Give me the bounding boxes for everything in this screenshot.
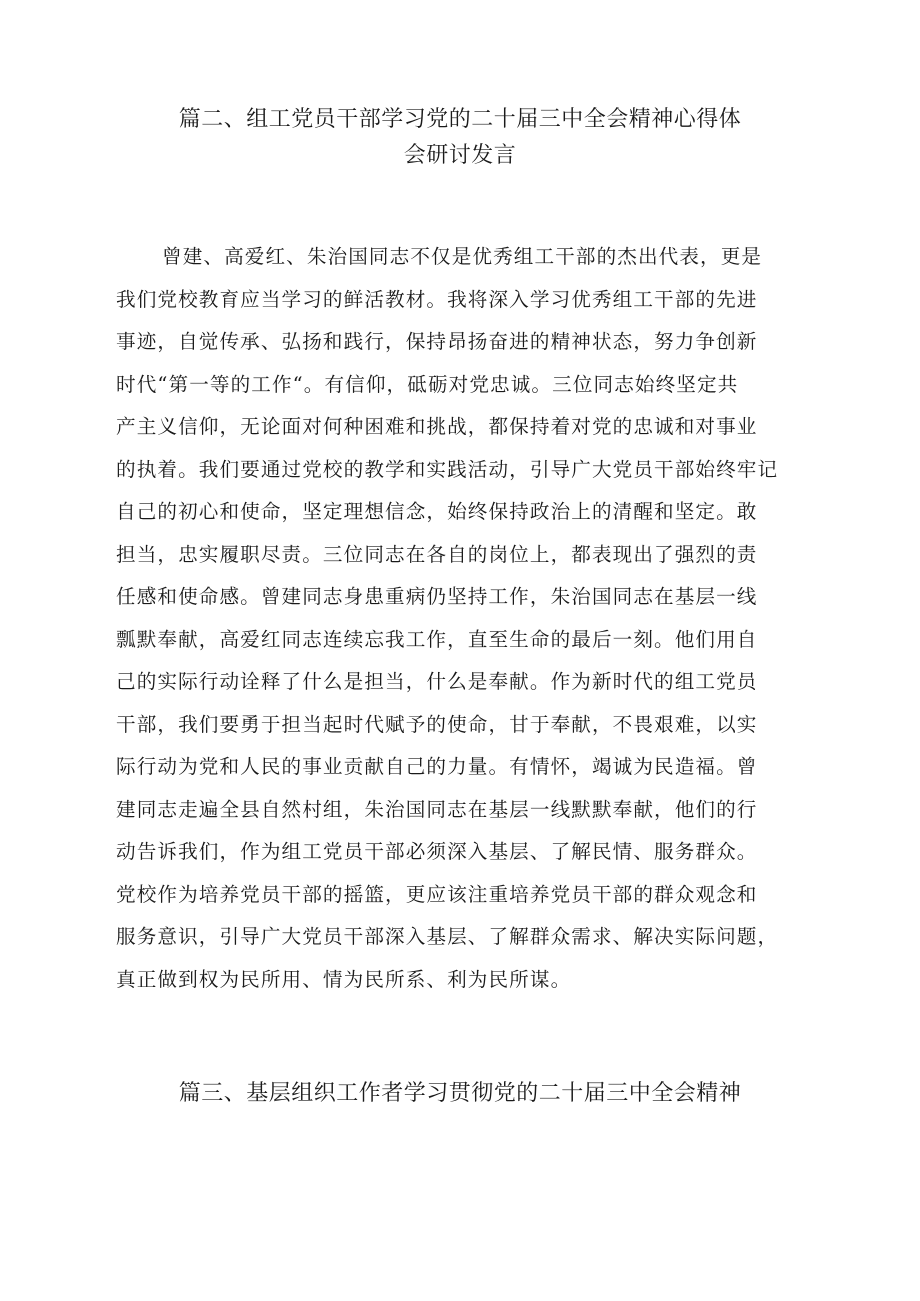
body-line: 任感和使命感。曾建同志身患重病仍坚持工作，朱治国同志在基层一线 — [116, 585, 758, 608]
section-two-title-line-2: 会研讨发言 — [403, 143, 517, 168]
body-line: 事迹，自觉传承、弘扬和践行，保持昂扬奋进的精神状态，努力争创新 — [116, 330, 758, 353]
body-line: 我们党校教育应当学习的鲜活教材。我将深入学习优秀组工干部的先进 — [116, 287, 758, 311]
body-line: 担当，忠实履职尽责。三位同志在各自的岗位上，都表现出了强烈的责 — [116, 542, 758, 566]
section-two-body — [116, 236, 836, 1001]
section-two-title — [110, 102, 810, 174]
body-line: 产主义信仰，无论面对何种困难和挑战，都保持着对党的忠诚和对事业 — [116, 415, 758, 438]
body-line: 党校作为培养党员干部的摇篮，更应该注重培养党员干部的群众观念和 — [116, 882, 758, 906]
body-line: 曾建、高爱红、朱治国同志不仅是优秀组工干部的杰出代表，更是 — [162, 245, 763, 268]
body-line: 干部，我们要勇于担当起时代赋予的使命，甘于奉献，不畏艰难，以实 — [116, 712, 758, 736]
body-line: 瓢默奉献，高爱红同志连续忘我工作，直至生命的最后一刻。他们用自 — [116, 627, 758, 651]
body-line: 际行动为党和人民的事业贡献自己的力量。有情怀，竭诚为民造福。曾 — [116, 755, 758, 778]
body-line: 自己的初心和使命，坚定理想信念，始终保持政治上的清醒和坚定。敢 — [116, 500, 758, 523]
section-two-title-line-1: 篇二、组工党员干部学习党的二十届三中全会精神心得体 — [178, 107, 742, 132]
section-three-title-line: 篇三、基层组织工作者学习贯彻党的二十届三中全会精神 — [178, 1081, 742, 1106]
body-line: 的执着。我们要通过党校的教学和实践活动，引导广大党员干部始终牢记 — [116, 457, 779, 481]
body-line: 动告诉我们，作为组工党员干部必须深入基层、了解民情、服务群众。 — [116, 840, 758, 863]
body-line: 建同志走遍全县自然村组，朱治国同志在基层一线默默奉献，他们的行 — [116, 797, 758, 821]
body-line: 时代“第一等的工作“。有信仰，砥砺对党忠诚。三位同志始终坚定共 — [116, 372, 739, 396]
body-line: 真正做到权为民所用、情为民所系、利为民所谋。 — [116, 967, 572, 991]
body-line: 己的实际行动诠释了什么是担当，什么是奉献。作为新时代的组工党员 — [116, 670, 758, 693]
section-three-title — [110, 1076, 810, 1112]
body-line: 服务意识，引导广大党员干部深入基层、了解群众需求、解决实际问题， — [116, 925, 779, 948]
